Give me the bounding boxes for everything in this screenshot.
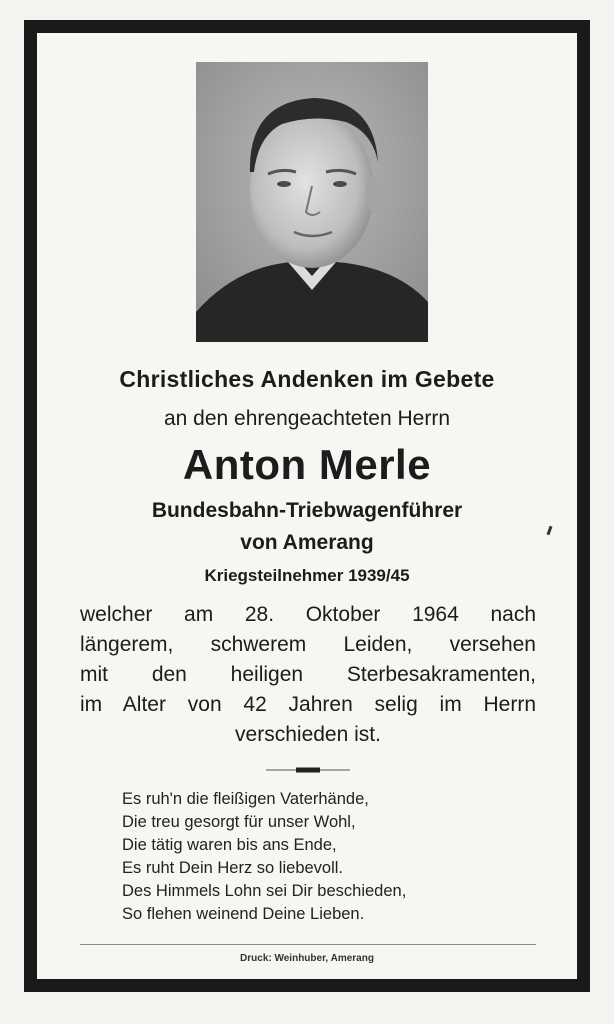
veteran-note: Kriegsteilnehmer 1939/45: [204, 566, 410, 585]
portrait-image: [196, 62, 428, 342]
memorial-heading: Christliches Andenken im Gebete: [119, 366, 495, 392]
poem: [122, 788, 522, 926]
notice-line: verschieden ist.: [235, 723, 381, 746]
hometown: von Amerang: [240, 531, 374, 554]
intro-line: an den ehrengeachteten Herrn: [163, 407, 451, 430]
poem-line: Es ruht Dein Herz so liebevoll.: [122, 859, 344, 877]
notice-line: welcher am 28. Oktober 1964 nach: [80, 603, 536, 626]
poem-line: Es ruh'n die fleißigen Vaterhände,: [122, 790, 369, 808]
deceased-name: Anton Merle: [182, 441, 432, 488]
poem-line: Die treu gesorgt für unser Wohl,: [122, 813, 356, 831]
death-notice-text: [80, 600, 536, 750]
occupation: Bundesbahn-Triebwagenführer: [151, 499, 463, 522]
portrait-photo: [196, 62, 428, 342]
printer-credit: Druck: Weinhuber, Amerang: [240, 953, 374, 964]
notice-line: mit den heiligen Sterbesakramenten,: [80, 663, 536, 686]
notice-line: im Alter von 42 Jahren selig im Herrn: [80, 693, 536, 716]
footer-rule: [80, 944, 536, 945]
notice-line: längerem, schwerem Leiden, versehen: [80, 633, 536, 656]
divider-ornament: [266, 766, 350, 774]
poem-line: Die tätig waren bis ans Ende,: [122, 836, 337, 854]
poem-line: So flehen weinend Deine Lieben.: [122, 905, 365, 923]
poem-line: Des Himmels Lohn sei Dir beschieden,: [122, 882, 407, 900]
